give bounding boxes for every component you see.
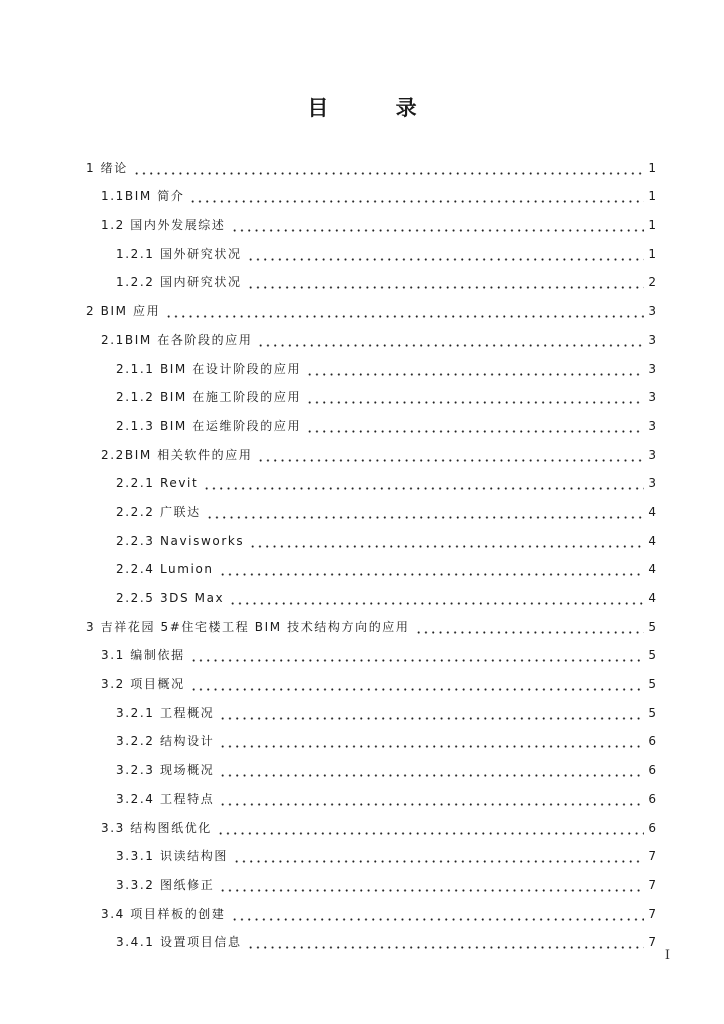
dot-leader	[219, 705, 644, 721]
toc-entry-page-number: 7	[648, 906, 656, 921]
toc-entry-page-number: 4	[648, 562, 656, 577]
toc-entry-label: 3.2.2 结构设计	[116, 734, 215, 749]
dot-leader	[219, 762, 644, 778]
toc-entry-page-number: 1	[648, 218, 656, 233]
dot-leader	[247, 246, 645, 262]
toc-entry-level-3[interactable]	[0, 262, 724, 291]
toc-entry-label: 2 BIM 应用	[86, 304, 161, 319]
toc-entry-level-3[interactable]	[0, 778, 724, 807]
toc-entry-page-number: 1	[648, 246, 656, 261]
toc-entry-level-3[interactable]	[0, 721, 724, 750]
toc-entry-label: 1.2.2 国内研究状况	[116, 275, 242, 290]
dot-leader	[203, 475, 644, 491]
toc-entry-page-number: 2	[648, 275, 656, 290]
dot-leader	[306, 361, 644, 377]
toc-entry-page-number: 3	[648, 447, 656, 462]
table-of-contents	[0, 147, 724, 950]
toc-entry-label: 3.2 项目概况	[101, 677, 185, 692]
dot-leader	[206, 504, 645, 520]
dot-leader	[229, 590, 644, 606]
toc-entry-label: 1.2.1 国外研究状况	[116, 246, 242, 261]
toc-entry-level-2[interactable]	[0, 204, 724, 233]
toc-entry-level-2[interactable]	[0, 176, 724, 205]
toc-entry-level-3[interactable]	[0, 491, 724, 520]
toc-entry-level-3[interactable]	[0, 864, 724, 893]
toc-entry-page-number: 7	[648, 877, 656, 892]
toc-entry-page-number: 3	[648, 390, 656, 405]
toc-entry-page-number: 1	[648, 189, 656, 204]
toc-entry-label: 3.2.3 现场概况	[116, 763, 215, 778]
toc-entry-page-number: 4	[648, 533, 656, 548]
toc-entry-label: 3.3.1 识读结构图	[116, 849, 228, 864]
toc-entry-page-number: 3	[648, 418, 656, 433]
toc-entry-label: 2.1.3 BIM 在运维阶段的应用	[116, 418, 302, 433]
toc-entry-level-3[interactable]	[0, 348, 724, 377]
toc-entry-level-2[interactable]	[0, 663, 724, 692]
toc-entry-level-3[interactable]	[0, 520, 724, 549]
toc-entry-label: 1.2 国内外发展综述	[101, 218, 226, 233]
toc-entry-level-3[interactable]	[0, 549, 724, 578]
dot-leader	[231, 906, 645, 922]
toc-entry-level-2[interactable]	[0, 319, 724, 348]
dot-leader	[231, 217, 645, 233]
dot-leader	[219, 733, 644, 749]
dot-leader	[189, 188, 644, 204]
toc-entry-label: 2.1.2 BIM 在施工阶段的应用	[116, 390, 302, 405]
dot-leader	[306, 389, 644, 405]
toc-entry-level-2[interactable]	[0, 434, 724, 463]
toc-entry-page-number: 3	[648, 332, 656, 347]
toc-entry-level-3[interactable]	[0, 836, 724, 865]
toc-entry-label: 2.2.3 Navisworks	[116, 533, 245, 548]
toc-entry-label: 2.2BIM 相关软件的应用	[101, 447, 253, 462]
toc-entry-level-3[interactable]	[0, 577, 724, 606]
dot-leader	[217, 820, 644, 836]
dot-leader	[247, 274, 645, 290]
toc-entry-page-number: 7	[648, 849, 656, 864]
toc-entry-page-number: 6	[648, 763, 656, 778]
toc-entry-label: 2.1BIM 在各阶段的应用	[101, 332, 253, 347]
toc-entry-label: 3.1 编制依据	[101, 648, 185, 663]
toc-entry-page-number: 7	[648, 935, 656, 950]
toc-entry-page-number: 5	[648, 648, 656, 663]
dot-leader	[190, 676, 645, 692]
toc-entry-level-1[interactable]	[0, 606, 724, 635]
dot-leader	[249, 533, 644, 549]
toc-entry-level-3[interactable]	[0, 692, 724, 721]
toc-entry-label: 3.3 结构图纸优化	[101, 820, 212, 835]
toc-entry-page-number: 5	[648, 619, 656, 634]
toc-entry-page-number: 4	[648, 504, 656, 519]
dot-leader	[257, 332, 644, 348]
dot-leader	[306, 418, 644, 434]
toc-entry-page-number: 3	[648, 361, 656, 376]
toc-entry-level-2[interactable]	[0, 893, 724, 922]
toc-entry-level-3[interactable]	[0, 749, 724, 778]
toc-entry-level-2[interactable]	[0, 635, 724, 664]
toc-entry-label: 3.2.4 工程特点	[116, 791, 215, 806]
toc-entry-level-3[interactable]	[0, 463, 724, 492]
toc-entry-page-number: 4	[648, 591, 656, 605]
dot-leader	[257, 447, 644, 463]
toc-entry-page-number: 6	[648, 791, 656, 806]
dot-leader	[219, 791, 644, 807]
dot-leader	[133, 160, 645, 176]
dot-leader	[233, 848, 644, 864]
toc-entry-label: 3.3.2 图纸修正	[116, 877, 215, 892]
toc-entry-page-number: 3	[648, 304, 656, 319]
toc-entry-level-3[interactable]	[0, 922, 724, 951]
toc-entry-label: 1 绪论	[86, 160, 128, 175]
dot-leader	[165, 303, 644, 319]
toc-entry-page-number: 5	[648, 677, 656, 692]
toc-entry-page-number: 3	[648, 476, 656, 491]
dot-leader	[247, 934, 645, 950]
toc-entry-level-3[interactable]	[0, 377, 724, 406]
toc-entry-label: 2.2.5 3DS Max	[116, 591, 225, 605]
toc-entry-label: 2.2.4 Lumion	[116, 562, 214, 577]
page-number: I	[664, 948, 670, 963]
toc-entry-page-number: 1	[648, 160, 656, 175]
toc-entry-level-3[interactable]	[0, 233, 724, 262]
toc-entry-level-3[interactable]	[0, 405, 724, 434]
toc-entry-label: 1.1BIM 简介	[101, 189, 185, 204]
dot-leader	[190, 647, 645, 663]
toc-entry-level-1[interactable]	[0, 290, 724, 319]
dot-leader	[219, 877, 644, 893]
toc-entry-label: 3.4.1 设置项目信息	[116, 935, 242, 950]
dot-leader	[219, 561, 645, 577]
toc-entry-label: 2.1.1 BIM 在设计阶段的应用	[116, 361, 302, 376]
toc-title: 目 录	[307, 96, 447, 120]
toc-entry-page-number: 6	[648, 734, 656, 749]
toc-entry-label: 3.2.1 工程概况	[116, 705, 215, 720]
toc-entry-page-number: 6	[648, 820, 656, 835]
toc-entry-label: 3 吉祥花园 5#住宅楼工程 BIM 技术结构方向的应用	[86, 619, 410, 634]
toc-entry-label: 3.4 项目样板的创建	[101, 906, 226, 921]
toc-entry-page-number: 5	[648, 705, 656, 720]
toc-entry-level-2[interactable]	[0, 807, 724, 836]
toc-entry-level-1[interactable]	[0, 147, 724, 176]
dot-leader	[415, 619, 645, 635]
toc-entry-label: 2.2.2 广联达	[116, 504, 201, 519]
toc-entry-label: 2.2.1 Revit	[116, 476, 199, 491]
